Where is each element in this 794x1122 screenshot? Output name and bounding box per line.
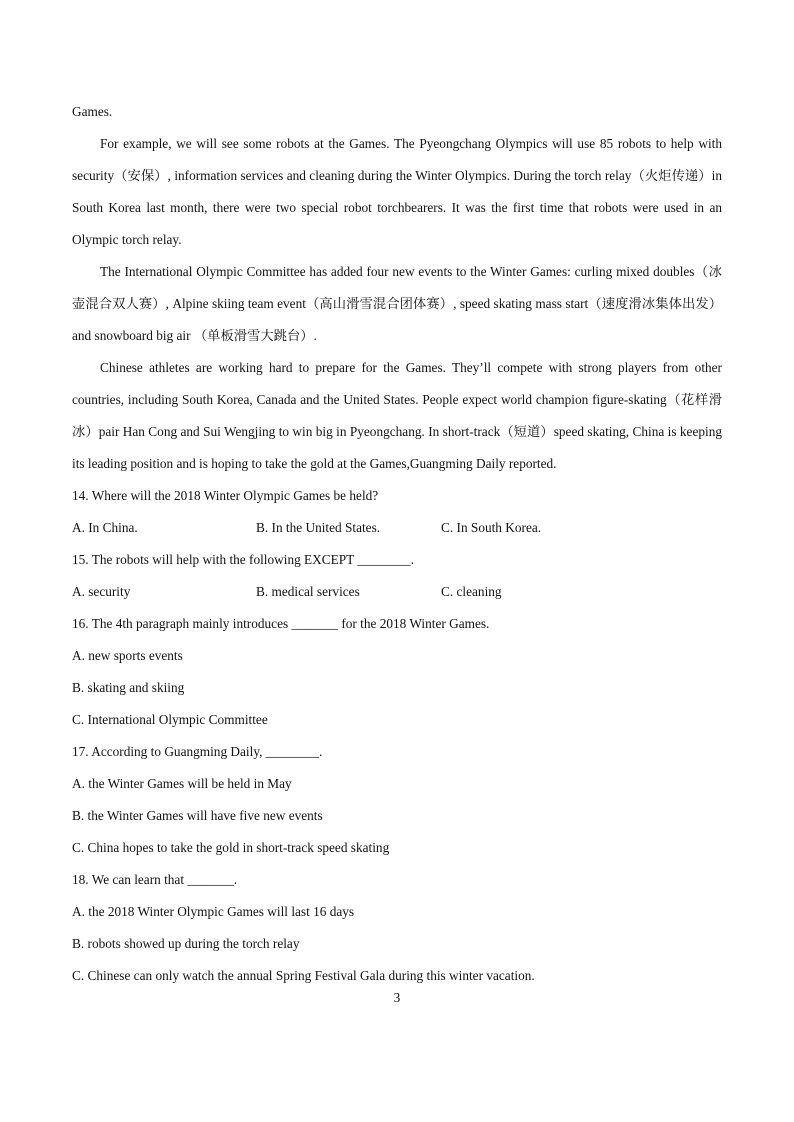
question-15-option-b: B. medical services (256, 584, 360, 599)
question-15-stem: 15. The robots will help with the following EXCEPT ________. (72, 552, 414, 567)
question-16-stem: 16. The 4th paragraph mainly introduces _______ for the 2018 Winter Games. (72, 616, 490, 631)
document-page (72, 96, 722, 992)
question-14-stem: 14. Where will the 2018 Winter Olympic Games be held? (72, 488, 379, 503)
question-17-stem: 17. According to Guangming Daily, ________. (72, 744, 323, 759)
question-16-option-b: B. skating and skiing (72, 680, 185, 695)
question-17-option-a: A. the Winter Games will be held in May (72, 776, 292, 791)
question-15-options (72, 576, 722, 608)
question-14-option-b: B. In the United States. (256, 520, 381, 535)
question-15-option-a: A. security (72, 584, 131, 599)
question-14-options (72, 512, 722, 544)
passage-paragraph-chinese-athletes: Chinese athletes are working hard to prepare for the Games. They’ll compete with strong players from other countries, including South Korea, Canada and the United States. People expect world champion figure-skating（花样滑冰）pair Han Cong and Sui Wengjing to win big in Pyeongchang. In short-track（短道）speed skating, China is keeping its leading position and is hoping to take the gold at the Games,Guangming Daily reported. (72, 360, 722, 471)
page-number: 3 (393, 990, 401, 1005)
passage-paragraph-robots: For example, we will see some robots at the Games. The Pyeongchang Olympics will use 85 robots to help with security（安保）, information services and cleaning during the Winter Olympics. During the torch relay（火炬传递）in South Korea last month, there were two special robot torchbearers. It was the first time that robots were used in an Olympic torch relay. (72, 136, 722, 247)
question-15-option-c: C. cleaning (441, 584, 502, 599)
question-17-option-c: C. China hopes to take the gold in short-track speed skating (72, 840, 390, 855)
question-18-stem: 18. We can learn that _______. (72, 872, 238, 887)
passage-paragraph-new-events: The International Olympic Committee has added four new events to the Winter Games: curling mixed doubles（冰壶混合双人赛）, Alpine skiing team event（高山滑雪混合团体赛）, speed skating mass start（速度滑冰集体出发）and snowboard big air （单板滑雪大跳台）. (72, 264, 722, 343)
question-14-option-c: C. In South Korea. (441, 520, 542, 535)
passage-continuation: Games. (72, 104, 113, 119)
question-16-option-a: A. new sports events (72, 648, 183, 663)
question-17-option-b: B. the Winter Games will have five new events (72, 808, 323, 823)
question-18-option-a: A. the 2018 Winter Olympic Games will last 16 days (72, 904, 355, 919)
question-16-option-c: C. International Olympic Committee (72, 712, 268, 727)
question-14-option-a: A. In China. (72, 520, 138, 535)
question-18-option-c: C. Chinese can only watch the annual Spring Festival Gala during this winter vacation. (72, 968, 535, 983)
question-18-option-b: B. robots showed up during the torch relay (72, 936, 300, 951)
